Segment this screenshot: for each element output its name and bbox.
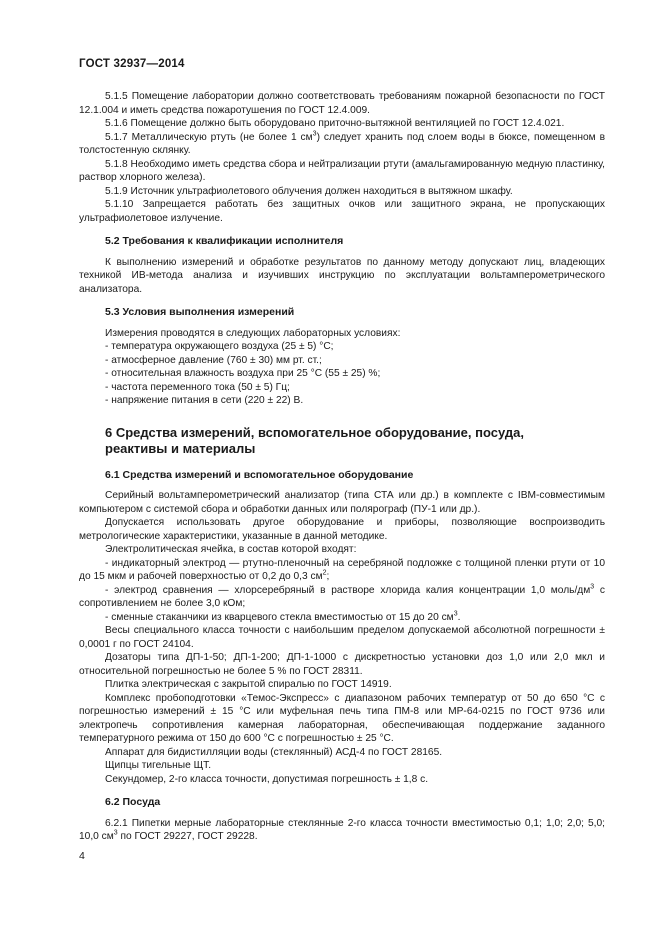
clause-number: 5.1.6 [105, 118, 128, 129]
list-item: - напряжение питания в сети (220 ± 22) В. [105, 395, 304, 406]
list-item-text: - индикаторный электрод — ртутно-пленочный на серебряной подложке с толщиной пленки ртути от 10 до 15 мкм и рабочей поверхностью от 0,2 до 0,3 см [79, 557, 605, 582]
superscript: 3 [453, 610, 458, 618]
list-item-text: ; [326, 571, 330, 582]
clause-text: Источник ультрафиолетового облучения должен находиться в вытяжном шкафу. [130, 185, 513, 197]
paragraph-6-1-stopwatch: Секундомер, 2-го класса точности, допустимая погрешность ± 1,8 с. [105, 773, 429, 785]
page-number: 4 [79, 850, 85, 862]
list-item-text: - электрод сравнения — хлорсеребряный в растворе хлорида калия концентрации 1,0 моль/дм [105, 584, 591, 596]
paragraph-6-1-hotplate: Плитка электрическая с закрытой спиралью по ГОСТ 14919. [105, 679, 392, 690]
clause-text: по ГОСТ 29227, ГОСТ 29228. [117, 831, 258, 842]
section-heading-5-2: 5.2 Требования к квалификации исполнителя [105, 235, 344, 247]
paragraph-6-1-tongs: Щипцы тигельные ЩТ. [105, 760, 212, 771]
clause-text: Металлическую ртуть (не более 1 см [131, 131, 313, 143]
list-item [79, 557, 605, 584]
paragraph-6-2-1 [79, 817, 605, 844]
section-heading-6-2: 6.2 Посуда [105, 796, 161, 808]
paragraph-6-1-cell: Электролитическая ячейка, в состав которой входят: [105, 544, 357, 555]
paragraph-6-1-dispensers: Дозаторы типа ДП-1-50; ДП-1-200; ДП-1-1000 с дискретностью установки доз 1,0 или 2,0 мкл и относительной погрешностью не более 5 % по ГОСТ 28311. [79, 652, 605, 677]
section-heading-5-3: 5.3 Условия выполнения измерений [105, 306, 295, 318]
clause-number: 5.1.5 [105, 91, 128, 102]
paragraph-5-1-5 [79, 90, 605, 117]
clause-text: ) следует хранить под слоем воды в бюксе, помещенном в толстостенную склянку. [79, 131, 605, 156]
clause-number: 5.1.9 [105, 185, 128, 197]
clause-text: Необходимо иметь средства сбора и нейтрализации ртути (амальгамированную медную пластинку, раствор хлорного железа). [79, 158, 605, 183]
list-item: - относительная влажность воздуха при 25 °С (55 ± 25) %; [105, 368, 381, 379]
list-item-text: - сменные стаканчики из кварцевого стекла вместимостью от 15 до 20 см [105, 611, 454, 623]
list-item [79, 611, 605, 625]
paragraph-5-1-7 [79, 131, 605, 158]
chapter-heading-line: 6 Средства измерений, вспомогательное оборудование, посуда, [105, 424, 524, 440]
list-item-text: . [457, 611, 461, 623]
paragraph-5-1-8 [79, 158, 605, 185]
document-header: ГОСТ 32937—2014 [79, 58, 185, 70]
paragraph-5-1-9 [79, 185, 605, 199]
clause-number: 5.1.8 [105, 158, 128, 170]
section-heading-6-1: 6.1 Средства измерений и вспомогательное оборудование [105, 468, 414, 481]
list-item [79, 584, 605, 611]
superscript: 3 [312, 130, 317, 138]
chapter-heading-6 [79, 425, 605, 458]
paragraph-6-1-distiller: Аппарат для бидистилляции воды (стеклянный) АСД-4 по ГОСТ 28165. [105, 746, 443, 758]
clause-number: 5.1.10 [105, 199, 134, 210]
list-item: - атмосферное давление (760 ± 30) мм рт. ст.; [105, 354, 322, 366]
superscript: 3 [590, 583, 595, 591]
clause-text: Помещение должно быть оборудовано приточно-вытяжной вентиляцией по ГОСТ 12.4.021. [130, 118, 565, 129]
chapter-heading-line: реактивы и материалы [105, 441, 256, 456]
clause-number: 5.1.7 [105, 131, 128, 143]
superscript: 3 [113, 829, 118, 837]
paragraph-5-3-intro: Измерения проводятся в следующих лабораторных условиях: [105, 327, 401, 339]
clause-text: 6.2.1 Пипетки мерные лабораторные стеклянные 2-го класса точности вместимостью 0,1; 1,0; 2,0; 5,0; 10,0 см [79, 817, 605, 842]
list-item: - частота переменного тока (50 ± 5) Гц; [105, 381, 290, 393]
list-item-text: с сопротивлением не более 3,0 кОм; [79, 584, 605, 609]
paragraph-6-1-analyzer: Серийный вольтамперометрический анализатор (типа СТА или др.) в комплекте с IBM-совместимым компьютером с системой сбора и обработки данных или полярограф (ПУ-1 или др.). [79, 490, 605, 515]
clause-text: Помещение лаборатории должно соответствовать требованиям пожарной безопасности по ГОСТ 12.1.004 и иметь средства пожаротушения по ГОСТ 12.4.009. [79, 91, 605, 116]
superscript: 2 [322, 569, 327, 577]
list-item: - температура окружающего воздуха (25 ± 5) °С; [105, 341, 334, 352]
paragraph-5-1-6 [79, 117, 605, 131]
paragraph-5-2: К выполнению измерений и обработке результатов по данному методу допускают лиц, владеющих техникой ИВ-метода анализа и изучивших инструкцию по эксплуатации вольтамперометрического анализатора. [79, 256, 605, 295]
document-body [79, 90, 605, 844]
clause-text: Запрещается работать без защитных очков или защитного экрана, не пропускающих ультрафиолетовое излучение. [79, 199, 605, 224]
paragraph-6-1-alternatives: Допускается использовать другое оборудование и приборы, позволяющие воспроизводить метрологические характеристики, указанные в данной методике. [79, 517, 605, 542]
paragraph-5-1-10 [79, 198, 605, 225]
paragraph-6-1-complex: Комплекс пробоподготовки «Темос-Экспресс» с диапазоном рабочих температур от 50 до 650 °С с погрешностью измерений ± 15 °С или муфельная печь типа ПМ-8 или МР-64-0215 по ГОСТ 9736 или электропечь сопротивления камерная лабораторная, обеспечивающая поддержание заданного температурного режима от 150 до 600 °С с погрешностью ± 25 °С. [79, 692, 605, 744]
paragraph-6-1-scales: Весы специального класса точности с наибольшим пределом допускаемой абсолютной погрешности ± 0,0001 г по ГОСТ 24104. [79, 625, 605, 650]
